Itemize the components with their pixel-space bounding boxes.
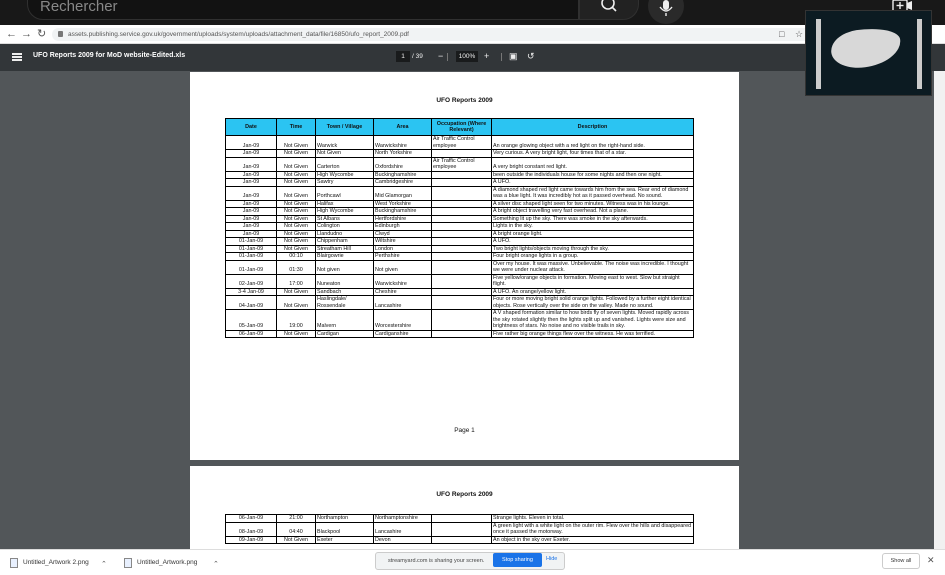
- mic-icon: [648, 0, 684, 24]
- image-file-icon: [124, 558, 132, 568]
- pdf-toolbar: [0, 44, 945, 71]
- rotate-icon[interactable]: ↺: [527, 51, 535, 61]
- zoom-input[interactable]: 100%: [456, 51, 478, 62]
- occupation-cell: [432, 215, 492, 223]
- area-cell: Cardiganshire: [374, 330, 432, 338]
- description-cell: A bright object travelling very fast overhead. Not a plane.: [492, 208, 694, 216]
- time-cell: 17:00: [277, 274, 316, 288]
- town-cell: Malvern: [316, 310, 374, 331]
- date-cell: Jan-09: [226, 136, 277, 150]
- date-cell: 06-Jan-09: [226, 515, 277, 523]
- area-cell: Not given: [374, 260, 432, 274]
- town-cell: Blackpool: [316, 522, 374, 536]
- browser-toolbar: [0, 25, 945, 44]
- time-cell: Not Given: [277, 136, 316, 150]
- column-header: Description: [492, 119, 694, 136]
- town-cell: Northampton: [316, 515, 374, 523]
- time-cell: 01:30: [277, 260, 316, 274]
- table-row: [226, 515, 694, 523]
- time-cell: Not Given: [277, 238, 316, 246]
- description-cell: Something lit up the sky. There was smoke in the sky afterwards.: [492, 215, 694, 223]
- zoom-in-icon[interactable]: +: [484, 51, 490, 61]
- date-cell: Jan-09: [226, 186, 277, 200]
- time-cell: 21:00: [277, 515, 316, 523]
- table-row: [226, 310, 694, 331]
- area-cell: Oxfordshire: [374, 157, 432, 171]
- date-cell: Jan-09: [226, 171, 277, 179]
- occupation-cell: [432, 238, 492, 246]
- table-row: [226, 296, 694, 310]
- date-cell: Jan-09: [226, 157, 277, 171]
- area-cell: Clwyd: [374, 230, 432, 238]
- occupation-cell: [432, 179, 492, 187]
- time-cell: Not Given: [277, 150, 316, 158]
- area-cell: Hertfordshire: [374, 215, 432, 223]
- hide-button[interactable]: Hide: [546, 556, 558, 562]
- area-cell: Cambridgeshire: [374, 179, 432, 187]
- chevron-up-icon[interactable]: ⌃: [101, 561, 107, 568]
- area-cell: Lancashire: [374, 296, 432, 310]
- lock-icon: [58, 31, 63, 37]
- show-all-button[interactable]: Show all: [882, 553, 920, 569]
- time-cell: Not Given: [277, 186, 316, 200]
- date-cell: 01-Jan-09: [226, 253, 277, 261]
- area-cell: Warwickshire: [374, 136, 432, 150]
- area-cell: Lancashire: [374, 522, 432, 536]
- occupation-cell: [432, 274, 492, 288]
- town-cell: Warwick: [316, 136, 374, 150]
- table-row: [226, 330, 694, 338]
- description-cell: A bright orange light.: [492, 230, 694, 238]
- column-header: Date: [226, 119, 277, 136]
- occupation-cell: [432, 260, 492, 274]
- youtube-search-input[interactable]: Rechercher: [27, 0, 579, 20]
- youtube-search-button[interactable]: [579, 0, 639, 20]
- area-cell: Warwickshire: [374, 274, 432, 288]
- date-cell: 02-Jan-09: [226, 274, 277, 288]
- date-cell: 01-Jan-09: [226, 245, 277, 253]
- occupation-cell: [432, 522, 492, 536]
- table-row: [226, 223, 694, 231]
- description-cell: Strange lights. Eleven in total.: [492, 515, 694, 523]
- description-cell: A very bright constant red light.: [492, 157, 694, 171]
- description-cell: Four or more moving bright solid orange lights. Followed by a further eight identical objects. Rose vertically over the side on the valley. Made no sound.: [492, 296, 694, 310]
- table-row: [226, 238, 694, 246]
- column-header: Occupation (Where Relevant): [432, 119, 492, 136]
- table-row: [226, 260, 694, 274]
- description-cell: A UFO.: [492, 179, 694, 187]
- table-row: [226, 150, 694, 158]
- table-row: [226, 230, 694, 238]
- description-cell: been outside the individuals house for some nights and then one night.: [492, 171, 694, 179]
- occupation-cell: [432, 253, 492, 261]
- occupation-cell: [432, 200, 492, 208]
- date-cell: Jan-09: [226, 208, 277, 216]
- area-cell: Devon: [374, 536, 432, 544]
- page-title: UFO Reports 2009: [436, 491, 493, 498]
- town-cell: Sawtry: [316, 179, 374, 187]
- town-cell: Llandudno: [316, 230, 374, 238]
- occupation-cell: [432, 515, 492, 523]
- date-cell: Jan-09: [226, 179, 277, 187]
- star-icon[interactable]: ☆: [795, 29, 804, 39]
- occupation-cell: Air Traffic Control employee: [432, 136, 492, 150]
- download-filename: Untitled_Artwork.png: [137, 559, 198, 566]
- download-item[interactable]: [10, 554, 89, 571]
- occupation-cell: [432, 230, 492, 238]
- table-row: [226, 288, 694, 296]
- column-header: Time: [277, 119, 316, 136]
- town-cell: High Wycombe: [316, 208, 374, 216]
- download-filename: Untitled_Artwork 2.png: [23, 559, 89, 566]
- town-cell: Not given: [316, 260, 374, 274]
- address-bar[interactable]: assets.publishing.service.gov.uk/government/uploads/system/uploads/attachment_data/file/16850/ufo_report_2009.pdf: [52, 28, 812, 41]
- voice-search-button[interactable]: [648, 0, 684, 24]
- image-file-icon: [10, 558, 18, 568]
- town-cell: Carterton: [316, 157, 374, 171]
- page-number-label: Page 1: [454, 427, 475, 434]
- date-cell: 06-Jan-09: [226, 330, 277, 338]
- time-cell: Not Given: [277, 245, 316, 253]
- description-cell: Over my house. It was massive. Unbelievable. The noise was incredible. I thought we were under nuclear attack.: [492, 260, 694, 274]
- youtube-header: [0, 0, 945, 25]
- area-cell: West Yorkshire: [374, 200, 432, 208]
- town-cell: Sandbach: [316, 288, 374, 296]
- time-cell: Not Given: [277, 208, 316, 216]
- occupation-cell: [432, 245, 492, 253]
- time-cell: 19:00: [277, 310, 316, 331]
- area-cell: Buckinghamshire: [374, 208, 432, 216]
- date-cell: 04-Jan-09: [226, 296, 277, 310]
- column-header: Town / Village: [316, 119, 374, 136]
- toolbar-divider: [447, 53, 448, 61]
- description-cell: Five yellow/orange objects in formation. Moving east to west. Slow but straight flight.: [492, 274, 694, 288]
- time-cell: Not Given: [277, 200, 316, 208]
- ufo-reports-table: [225, 118, 694, 338]
- table-row: [226, 274, 694, 288]
- document-title: UFO Reports 2009 for MoD website-Edited.xls: [33, 52, 186, 59]
- table-row: [226, 179, 694, 187]
- table-row: [226, 171, 694, 179]
- date-cell: 3-4 Jan-09: [226, 288, 277, 296]
- time-cell: Not Given: [277, 171, 316, 179]
- occupation-cell: [432, 296, 492, 310]
- time-cell: 00:10: [277, 253, 316, 261]
- date-cell: Jan-09: [226, 150, 277, 158]
- town-cell: Streatham Hill: [316, 245, 374, 253]
- description-cell: A UFO. An orange/yellow light.: [492, 288, 694, 296]
- occupation-cell: [432, 223, 492, 231]
- table-row: [226, 522, 694, 536]
- overlay-frame-left: [816, 19, 821, 89]
- area-cell: Perthshire: [374, 253, 432, 261]
- occupation-cell: [432, 171, 492, 179]
- close-icon[interactable]: ✕: [927, 555, 935, 565]
- description-cell: Four bright orange lights in a group.: [492, 253, 694, 261]
- reload-icon[interactable]: ↻: [37, 28, 47, 40]
- area-cell: Buckinghamshire: [374, 171, 432, 179]
- occupation-cell: [432, 150, 492, 158]
- time-cell: Not Given: [277, 230, 316, 238]
- pdf-page-2: [190, 466, 739, 556]
- town-cell: Haslingdale/ Rossendale: [316, 296, 374, 310]
- description-cell: A silver disc shaped light seen for two minutes. Witness was in his lounge.: [492, 200, 694, 208]
- date-cell: 09-Jan-09: [226, 536, 277, 544]
- back-arrow-icon[interactable]: ←: [6, 28, 17, 40]
- occupation-cell: [432, 186, 492, 200]
- date-cell: Jan-09: [226, 223, 277, 231]
- description-cell: A V shaped formation similar to how birds fly of seven lights. Moved rapidly across the sky rotated slightly then the lights split up and vanished. Lights were size and brightness of stars. No noise and no visible trails in sky.: [492, 310, 694, 331]
- town-cell: Cardigan: [316, 330, 374, 338]
- video-overlay: [805, 10, 932, 96]
- time-cell: Not Given: [277, 223, 316, 231]
- occupation-cell: [432, 310, 492, 331]
- description-cell: Lights in the sky.: [492, 223, 694, 231]
- area-cell: Wiltshire: [374, 238, 432, 246]
- date-cell: Jan-09: [226, 230, 277, 238]
- description-cell: A green light with a white light on the outer rim. Flew over the hills and disappeared once it passed the motorway.: [492, 522, 694, 536]
- ufo-image: [829, 24, 904, 71]
- menu-icon[interactable]: [12, 53, 22, 61]
- occupation-cell: [432, 288, 492, 296]
- description-cell: Very curious. A very bright light, four times that of a star.: [492, 150, 694, 158]
- time-cell: Not Given: [277, 536, 316, 544]
- description-cell: An orange glowing object with a red light on the right-hand side.: [492, 136, 694, 150]
- chevron-up-icon[interactable]: ⌃: [213, 561, 219, 568]
- town-cell: Not Given: [316, 150, 374, 158]
- town-cell: Porthcawl: [316, 186, 374, 200]
- area-cell: Worcestershire: [374, 310, 432, 331]
- occupation-cell: [432, 536, 492, 544]
- ufo-reports-table: [225, 514, 694, 544]
- table-row: [226, 157, 694, 171]
- town-cell: Nuneaton: [316, 274, 374, 288]
- time-cell: Not Given: [277, 157, 316, 171]
- overlay-frame-right: [917, 19, 922, 89]
- description-cell: A UFO.: [492, 238, 694, 246]
- area-cell: London: [374, 245, 432, 253]
- download-item[interactable]: [124, 554, 197, 571]
- town-cell: Colington: [316, 223, 374, 231]
- town-cell: Chippenham: [316, 238, 374, 246]
- description-cell: Two bright lights/objects moving through the sky.: [492, 245, 694, 253]
- time-cell: Not Given: [277, 288, 316, 296]
- area-cell: North Yorkshire: [374, 150, 432, 158]
- time-cell: Not Given: [277, 179, 316, 187]
- share-message: streamyard.com is sharing your screen.: [388, 558, 485, 564]
- town-cell: Exeter: [316, 536, 374, 544]
- time-cell: Not Given: [277, 215, 316, 223]
- search-icon: [580, 0, 640, 21]
- time-cell: Not Given: [277, 330, 316, 338]
- stop-sharing-button[interactable]: Stop sharing: [493, 553, 542, 567]
- scrollbar[interactable]: [934, 71, 945, 549]
- date-cell: 08-Jan-09: [226, 522, 277, 536]
- table-row: [226, 186, 694, 200]
- pdf-page-1: [190, 72, 739, 460]
- date-cell: 05-Jan-09: [226, 310, 277, 331]
- area-cell: Northamptonshire: [374, 515, 432, 523]
- column-header: Area: [374, 119, 432, 136]
- date-cell: 01-Jan-09: [226, 260, 277, 274]
- page-number-input[interactable]: 1: [396, 51, 410, 62]
- date-cell: Jan-09: [226, 215, 277, 223]
- description-cell: Five rather big orange things flew over the witness. He was terrified.: [492, 330, 694, 338]
- page-title: UFO Reports 2009: [436, 97, 493, 104]
- date-cell: Jan-09: [226, 200, 277, 208]
- description-cell: An object in the sky over Exeter.: [492, 536, 694, 544]
- table-row: [226, 245, 694, 253]
- table-row: [226, 215, 694, 223]
- forward-arrow-icon[interactable]: →: [21, 28, 32, 40]
- town-cell: Halifax: [316, 200, 374, 208]
- town-cell: Blairgowrie: [316, 253, 374, 261]
- page-count: / 39: [412, 53, 423, 60]
- area-cell: Cheshire: [374, 288, 432, 296]
- time-cell: Not Given: [277, 296, 316, 310]
- occupation-cell: [432, 208, 492, 216]
- table-row: [226, 136, 694, 150]
- occupation-cell: [432, 330, 492, 338]
- table-row: [226, 253, 694, 261]
- area-cell: Edinburgh: [374, 223, 432, 231]
- town-cell: High Wycombe: [316, 171, 374, 179]
- date-cell: 01-Jan-09: [226, 238, 277, 246]
- town-cell: St Albans: [316, 215, 374, 223]
- table-row: [226, 200, 694, 208]
- description-cell: A diamond shaped red light came towards him from the sea. Rear end of diamond was a blue light. It was incredibly hot as it passed overhead. No sound.: [492, 186, 694, 200]
- area-cell: Mid Glamorgan: [374, 186, 432, 200]
- table-row: [226, 208, 694, 216]
- time-cell: 04:40: [277, 522, 316, 536]
- fit-page-icon[interactable]: ▣: [509, 51, 518, 61]
- occupation-cell: Air Traffic Control employee: [432, 157, 492, 171]
- zoom-out-icon[interactable]: −: [438, 51, 444, 61]
- install-icon[interactable]: □: [779, 29, 785, 39]
- toolbar-divider: [501, 53, 502, 61]
- table-row: [226, 536, 694, 544]
